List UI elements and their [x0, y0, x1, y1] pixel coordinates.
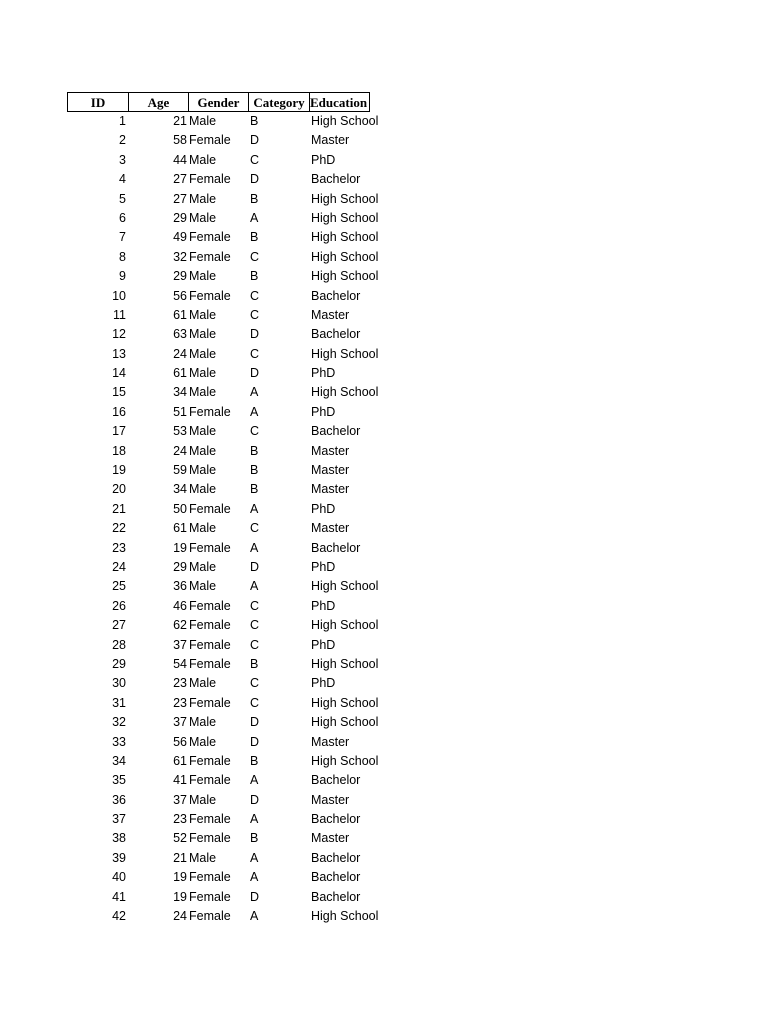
cell-education: PhD [311, 366, 336, 381]
cell-age: 32 [173, 249, 187, 264]
header-id: ID [67, 92, 128, 112]
cell-id: 13 [112, 346, 126, 361]
cell-gender: Male [189, 152, 217, 167]
cell-education: Master [311, 133, 350, 148]
cell-age: 36 [173, 579, 187, 594]
cell-age: 49 [173, 230, 187, 245]
cell-age: 29 [173, 210, 187, 225]
cell-education: High School [311, 249, 379, 264]
table-row [67, 287, 370, 306]
cell-gender: Male [189, 385, 217, 400]
cell-id: 4 [119, 172, 126, 187]
cell-education: High School [311, 346, 379, 361]
table-row [67, 810, 370, 829]
cell-id: 3 [119, 152, 126, 167]
cell-id: 15 [112, 385, 126, 400]
cell-gender: Male [189, 191, 217, 206]
cell-education: Master [311, 443, 350, 458]
cell-age: 24 [173, 346, 187, 361]
cell-education: High School [311, 753, 379, 768]
table-row [67, 228, 379, 247]
cell-age: 61 [173, 366, 187, 381]
cell-category: D [250, 172, 260, 187]
table-row [67, 577, 379, 596]
cell-category: C [250, 307, 260, 322]
cell-id: 5 [119, 191, 126, 206]
cell-id: 31 [112, 695, 126, 710]
cell-gender: Female [189, 909, 231, 924]
cell-id: 24 [112, 559, 126, 574]
table-row [67, 131, 370, 150]
table-row [67, 112, 379, 131]
cell-gender: Female [189, 889, 231, 904]
cell-id: 12 [112, 327, 126, 342]
table-row [67, 325, 370, 344]
cell-age: 29 [173, 269, 187, 284]
cell-id: 35 [112, 773, 126, 788]
table-row [67, 151, 370, 170]
cell-category: C [250, 288, 260, 303]
cell-education: High School [311, 114, 379, 128]
cell-category: B [250, 656, 259, 671]
cell-gender: Male [189, 307, 217, 322]
cell-gender: Male [189, 734, 217, 749]
cell-gender: Female [189, 831, 231, 846]
cell-gender: Female [189, 870, 231, 885]
cell-education: Master [311, 831, 350, 846]
cell-education: Master [311, 482, 350, 497]
table-row [67, 655, 379, 674]
cell-age: 34 [173, 385, 187, 400]
cell-education: PhD [311, 501, 336, 516]
table-body [67, 112, 379, 926]
cell-category: D [250, 366, 260, 381]
cell-category: D [250, 559, 260, 574]
cell-category: C [250, 346, 260, 361]
cell-id: 37 [112, 812, 126, 827]
cell-id: 9 [119, 269, 126, 284]
cell-id: 32 [112, 715, 126, 730]
table-row [67, 888, 370, 907]
cell-category: D [250, 734, 260, 749]
cell-age: 21 [173, 114, 187, 128]
cell-gender: Male [189, 443, 217, 458]
cell-age: 56 [173, 734, 187, 749]
cell-gender: Female [189, 812, 231, 827]
table-row [67, 771, 370, 790]
cell-gender: Male [189, 366, 217, 381]
cell-category: B [250, 753, 259, 768]
cell-gender: Female [189, 637, 231, 652]
cell-age: 54 [173, 656, 187, 671]
cell-id: 1 [119, 114, 126, 128]
cell-category: D [250, 715, 260, 730]
cell-age: 53 [173, 424, 187, 439]
header-age: Age [128, 92, 188, 112]
cell-age: 24 [173, 443, 187, 458]
table-row [67, 558, 370, 577]
cell-age: 59 [173, 463, 187, 478]
cell-gender: Male [189, 114, 217, 128]
cell-category: A [250, 850, 259, 865]
cell-age: 63 [173, 327, 187, 342]
table-row [67, 849, 370, 868]
table-row [67, 636, 370, 655]
cell-education: Bachelor [311, 540, 361, 555]
cell-id: 19 [112, 463, 126, 478]
cell-education: Master [311, 307, 350, 322]
cell-category: B [250, 191, 259, 206]
cell-education: High School [311, 656, 379, 671]
table-row [67, 190, 379, 209]
table-row [67, 267, 379, 286]
cell-id: 36 [112, 792, 126, 807]
cell-category: C [250, 521, 260, 536]
table-row [67, 248, 379, 267]
cell-id: 18 [112, 443, 126, 458]
cell-education: Bachelor [311, 424, 361, 439]
cell-age: 37 [173, 792, 187, 807]
table-row [67, 422, 370, 441]
cell-id: 10 [112, 288, 126, 303]
cell-education: Bachelor [311, 773, 361, 788]
cell-education: Bachelor [311, 327, 361, 342]
cell-gender: Male [189, 463, 217, 478]
cell-gender: Male [189, 269, 217, 284]
data-table [67, 92, 379, 926]
cell-category: B [250, 269, 259, 284]
cell-age: 58 [173, 133, 187, 148]
cell-gender: Male [189, 210, 217, 225]
cell-gender: Female [189, 133, 231, 148]
cell-category: C [250, 152, 260, 167]
table-row [67, 403, 370, 422]
cell-education: High School [311, 191, 379, 206]
cell-id: 11 [113, 307, 126, 322]
table-header-row [67, 92, 370, 112]
table-row [67, 500, 370, 519]
table-row [67, 209, 379, 228]
cell-category: A [250, 404, 259, 419]
header-education: Education [309, 92, 370, 112]
cell-gender: Male [189, 715, 217, 730]
table-row [67, 539, 370, 558]
cell-category: B [250, 230, 259, 245]
cell-age: 19 [173, 540, 187, 555]
table-row [67, 694, 379, 713]
cell-education: PhD [311, 559, 336, 574]
cell-gender: Male [189, 482, 217, 497]
cell-age: 61 [173, 307, 187, 322]
cell-id: 30 [112, 676, 126, 691]
cell-age: 23 [173, 695, 187, 710]
cell-category: B [250, 482, 259, 497]
cell-education: High School [311, 715, 379, 730]
table-row [67, 791, 370, 810]
table-row [67, 170, 370, 189]
cell-category: A [250, 501, 259, 516]
cell-age: 46 [173, 598, 187, 613]
cell-gender: Female [189, 773, 231, 788]
cell-id: 7 [119, 230, 126, 245]
cell-id: 6 [119, 210, 126, 225]
table-row [67, 519, 370, 538]
cell-gender: Female [189, 656, 231, 671]
cell-education: High School [311, 909, 379, 924]
table-row [67, 597, 370, 616]
cell-age: 56 [173, 288, 187, 303]
cell-education: Bachelor [311, 870, 361, 885]
cell-category: A [250, 210, 259, 225]
cell-gender: Male [189, 676, 217, 691]
cell-id: 16 [112, 404, 126, 419]
table-row [67, 907, 379, 926]
table-row [67, 345, 379, 364]
cell-category: A [250, 812, 259, 827]
cell-gender: Female [189, 404, 231, 419]
cell-category: B [250, 443, 259, 458]
table-row [67, 480, 370, 499]
cell-education: Master [311, 463, 350, 478]
cell-id: 29 [112, 656, 126, 671]
cell-education: High School [311, 579, 379, 594]
cell-age: 41 [173, 773, 187, 788]
cell-education: Master [311, 792, 350, 807]
cell-category: A [250, 385, 259, 400]
cell-id: 42 [112, 909, 126, 924]
cell-education: Master [311, 521, 350, 536]
cell-category: D [250, 327, 260, 342]
table-row [67, 616, 379, 635]
cell-age: 50 [173, 501, 187, 516]
cell-age: 62 [173, 618, 187, 633]
cell-gender: Female [189, 540, 231, 555]
cell-category: B [250, 463, 259, 478]
cell-age: 29 [173, 559, 187, 574]
cell-education: Bachelor [311, 288, 361, 303]
cell-age: 52 [173, 831, 187, 846]
cell-gender: Male [189, 792, 217, 807]
cell-education: Bachelor [311, 850, 361, 865]
cell-gender: Male [189, 327, 217, 342]
cell-education: High School [311, 385, 379, 400]
cell-gender: Male [189, 850, 217, 865]
cell-id: 21 [112, 501, 126, 516]
table-row [67, 461, 370, 480]
cell-education: High School [311, 695, 379, 710]
cell-id: 27 [112, 618, 126, 633]
cell-category: A [250, 579, 259, 594]
cell-gender: Female [189, 172, 231, 187]
cell-age: 34 [173, 482, 187, 497]
cell-category: C [250, 424, 260, 439]
cell-gender: Female [189, 695, 231, 710]
cell-age: 23 [173, 812, 187, 827]
cell-category: D [250, 792, 260, 807]
cell-id: 25 [112, 579, 126, 594]
cell-gender: Female [189, 598, 231, 613]
cell-age: 19 [173, 870, 187, 885]
cell-gender: Male [189, 521, 217, 536]
cell-age: 27 [173, 191, 187, 206]
cell-education: High School [311, 210, 379, 225]
cell-category: A [250, 870, 259, 885]
cell-education: PhD [311, 676, 336, 691]
header-category: Category [248, 92, 309, 112]
cell-id: 34 [112, 753, 126, 768]
cell-category: C [250, 637, 260, 652]
cell-age: 44 [173, 152, 187, 167]
cell-id: 22 [112, 521, 126, 536]
cell-education: Bachelor [311, 172, 361, 187]
table-row [67, 383, 379, 402]
cell-id: 26 [112, 598, 126, 613]
cell-category: B [250, 831, 259, 846]
table-row [67, 442, 370, 461]
cell-age: 27 [173, 172, 187, 187]
table-row [67, 674, 370, 693]
cell-education: PhD [311, 598, 336, 613]
cell-age: 23 [173, 676, 187, 691]
cell-gender: Male [189, 559, 217, 574]
cell-age: 61 [173, 753, 187, 768]
cell-education: High School [311, 618, 379, 633]
table-row [67, 733, 370, 752]
cell-id: 20 [112, 482, 126, 497]
cell-gender: Female [189, 618, 231, 633]
table-row [67, 868, 370, 887]
cell-id: 41 [112, 889, 126, 904]
cell-age: 61 [173, 521, 187, 536]
cell-gender: Female [189, 230, 231, 245]
cell-gender: Female [189, 288, 231, 303]
cell-education: PhD [311, 152, 336, 167]
cell-id: 28 [112, 637, 126, 652]
cell-education: PhD [311, 637, 336, 652]
cell-education: PhD [311, 404, 336, 419]
cell-id: 17 [112, 424, 126, 439]
cell-category: A [250, 773, 259, 788]
table-row [67, 364, 370, 383]
cell-category: D [250, 133, 260, 148]
cell-id: 40 [112, 870, 126, 885]
cell-id: 8 [119, 249, 126, 264]
table-row [67, 306, 370, 325]
table-row [67, 752, 379, 771]
table-row [67, 713, 379, 732]
cell-category: A [250, 909, 259, 924]
cell-category: C [250, 676, 260, 691]
cell-age: 24 [173, 909, 187, 924]
cell-age: 37 [173, 637, 187, 652]
cell-id: 38 [112, 831, 126, 846]
cell-id: 2 [119, 133, 126, 148]
cell-age: 37 [173, 715, 187, 730]
cell-gender: Female [189, 501, 231, 516]
cell-category: C [250, 695, 260, 710]
cell-gender: Female [189, 753, 231, 768]
cell-id: 23 [112, 540, 126, 555]
cell-education: High School [311, 269, 379, 284]
cell-education: High School [311, 230, 379, 245]
cell-id: 33 [112, 734, 126, 749]
cell-gender: Male [189, 579, 217, 594]
cell-category: C [250, 598, 260, 613]
cell-age: 51 [173, 404, 187, 419]
table-row [67, 829, 370, 848]
cell-category: A [250, 540, 259, 555]
cell-age: 19 [173, 889, 187, 904]
cell-category: B [250, 114, 259, 128]
cell-category: C [250, 618, 260, 633]
cell-education: Bachelor [311, 889, 361, 904]
header-gender: Gender [188, 92, 248, 112]
cell-id: 39 [112, 850, 126, 865]
cell-category: C [250, 249, 260, 264]
cell-age: 21 [173, 850, 187, 865]
cell-education: Bachelor [311, 812, 361, 827]
cell-gender: Female [189, 249, 231, 264]
cell-gender: Male [189, 424, 217, 439]
cell-category: D [250, 889, 260, 904]
cell-gender: Male [189, 346, 217, 361]
cell-education: Master [311, 734, 350, 749]
cell-id: 14 [112, 366, 126, 381]
